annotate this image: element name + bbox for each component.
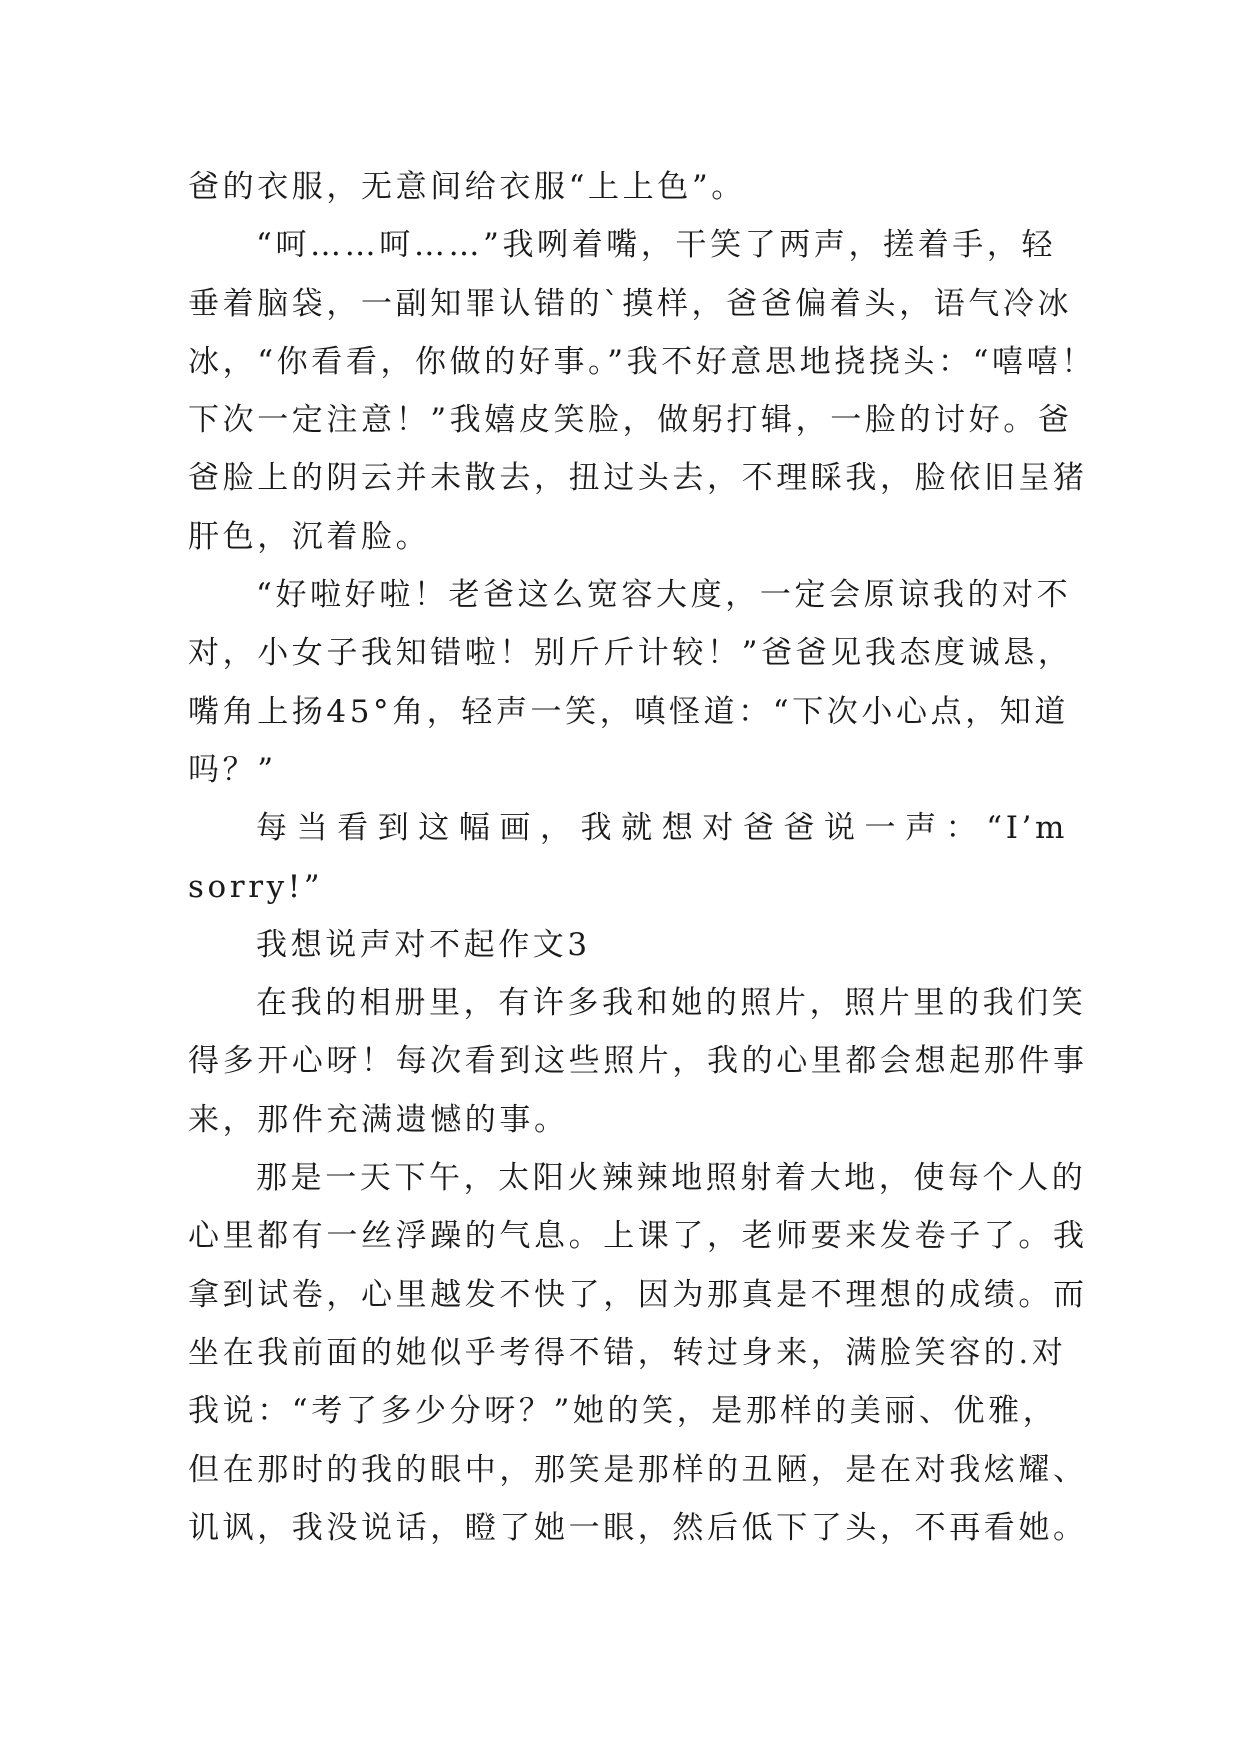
text-line: 垂着脑袋，一副知罪认错的`摸样，爸爸偏着头，语气冷冰 bbox=[188, 285, 1073, 322]
text-line: “好啦好啦！老爸这么宽容大度，一定会原谅我的对不 bbox=[256, 577, 1072, 614]
text-line: “呵……呵……”我咧着嘴，干笑了两声，搓着手，轻 bbox=[256, 227, 1057, 264]
text-line: 每当看到这幅画，我就想对爸爸说一声：“I’m bbox=[256, 810, 1068, 847]
body-text bbox=[188, 158, 1096, 1557]
text-line: 我说：“考了多少分呀？”她的笑，是那样的美丽、优雅， bbox=[188, 1393, 1058, 1430]
text-line: 那是一天下午，太阳火辣辣地照射着大地，使每个人的 bbox=[256, 1160, 1087, 1197]
text-line: 爸的衣服，无意间给衣服“上上色”。 bbox=[188, 169, 746, 205]
text-line: 嘴角上扬45°角，轻声一笑，嗔怪道：“下次小心点，知道 bbox=[188, 693, 1069, 730]
section-heading: 我想说声对不起作文3 bbox=[256, 926, 591, 963]
text-line: sorry!” bbox=[188, 868, 324, 905]
text-line: 下次一定注意！”我嬉皮笑脸，做躬打辑，一脸的讨好。爸 bbox=[188, 402, 1073, 439]
text-line: 但在那时的我的眼中，那笑是那样的丑陋，是在对我炫耀、 bbox=[188, 1451, 1088, 1488]
text-line: 对，小女子我知错啦！别斤斤计较！”爸爸见我态度诚恳， bbox=[188, 635, 1073, 672]
text-line: 拿到试卷，心里越发不快了，因为那真是不理想的成绩。而 bbox=[188, 1276, 1088, 1313]
text-line: 心里都有一丝浮躁的气息。上课了，老师要来发卷子了。我 bbox=[188, 1218, 1088, 1255]
text-line: 在我的相册里，有许多我和她的照片，照片里的我们笑 bbox=[256, 985, 1087, 1022]
text-line: 来，那件充满遗憾的事。 bbox=[188, 1101, 569, 1138]
text-line: 爸脸上的阴云并未散去，扭过头去，不理睬我，脸依旧呈猪 bbox=[188, 460, 1088, 497]
text-line: 肝色，沉着脸。 bbox=[188, 518, 431, 555]
text-line: 得多开心呀！每次看到这些照片，我的心里都会想起那件事 bbox=[188, 1043, 1088, 1080]
text-line: 坐在我前面的她似乎考得不错，转过身来，满脸笑容的.对 bbox=[188, 1334, 1067, 1371]
text-line: 讥讽，我没说话，瞪了她一眼，然后低下了头，不再看她。 bbox=[188, 1509, 1088, 1546]
text-line: 冰，“你看看，你做的好事。”我不好意思地挠挠头：“嘻嘻！ bbox=[188, 343, 1096, 380]
text-line: 吗？” bbox=[188, 751, 277, 788]
